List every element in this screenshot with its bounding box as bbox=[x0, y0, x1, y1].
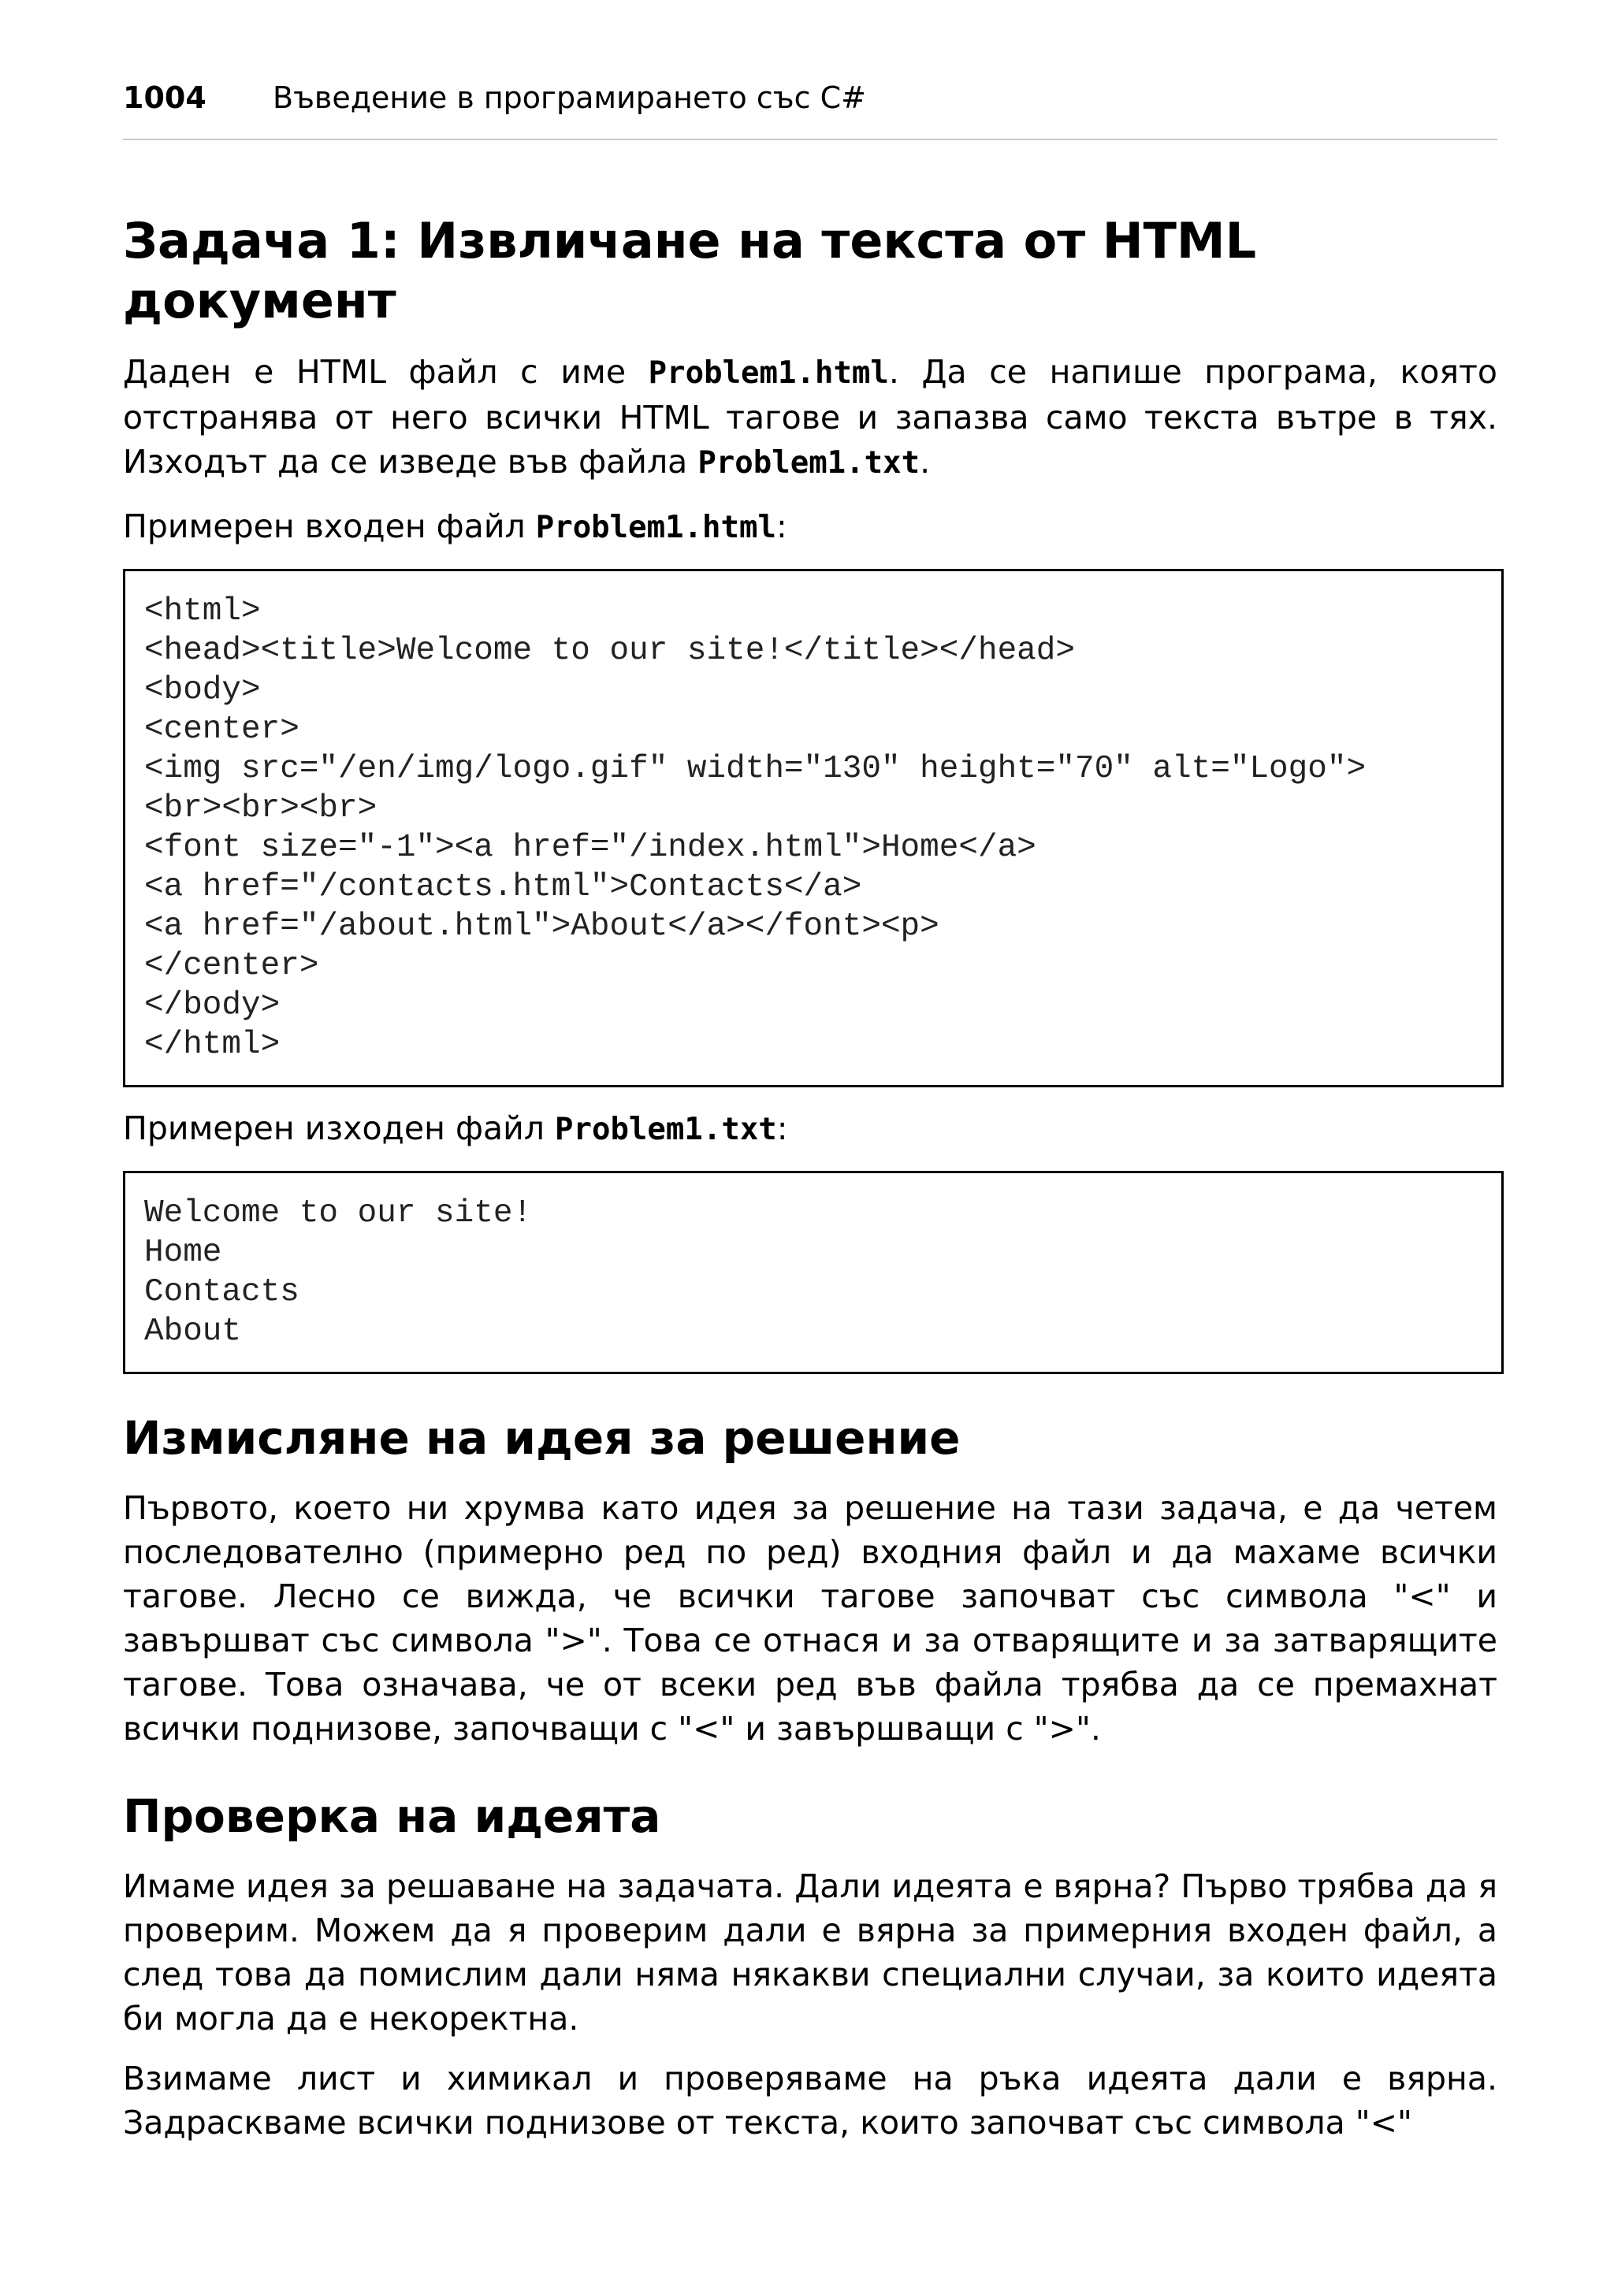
book-title: Въведение в програмирането със C# bbox=[273, 80, 866, 115]
code-line: <body> bbox=[144, 672, 261, 708]
code-line: <html> bbox=[144, 593, 261, 630]
input-label-suffix: : bbox=[775, 507, 787, 545]
input-example-label bbox=[123, 504, 787, 550]
task-description-part: Даден е HTML файл с име bbox=[123, 353, 649, 391]
code-line: <br><br><br> bbox=[144, 790, 377, 827]
section-check-title: Проверка на идеята bbox=[123, 1789, 661, 1843]
section-check-paragraph-2: Взимаме лист и химикал и проверяваме на ръка идеята дали е вярна. Задраскваме всички поднизове от текста, които започват със символа "<" bbox=[123, 2060, 1497, 2142]
page-header bbox=[123, 82, 1497, 113]
input-label-file: Problem1.html bbox=[535, 510, 776, 545]
input-code-box bbox=[123, 569, 1504, 1087]
code-line: </center> bbox=[144, 948, 319, 984]
code-line: Home bbox=[144, 1235, 222, 1271]
output-label-file: Problem1.txt bbox=[555, 1112, 777, 1147]
header-divider bbox=[123, 139, 1497, 140]
code-line: <a href="/contacts.html">Contacts</a> bbox=[144, 869, 862, 905]
task-title: Задача 1: Извличане на текста от HTML документ bbox=[123, 212, 1257, 329]
code-line: <a href="/about.html">About</a></font><p> bbox=[144, 908, 939, 945]
output-example-label bbox=[123, 1106, 788, 1152]
code-line: <font size="-1"><a href="/index.html">Home</a> bbox=[144, 830, 1036, 866]
code-line: <center> bbox=[144, 711, 299, 748]
code-line: Contacts bbox=[144, 1274, 299, 1310]
task-description bbox=[123, 350, 1497, 485]
input-file-name: Problem1.html bbox=[648, 355, 889, 391]
input-label-prefix: Примерен входен файл bbox=[123, 507, 536, 545]
output-file-name: Problem1.txt bbox=[697, 445, 920, 481]
output-code-box bbox=[123, 1171, 1504, 1374]
task-description-part: . Да се напише програма, която отстранява от него всички HTML тагове и запазва само текста вътре в тях. Изходът да се изведе във файла bbox=[123, 353, 1498, 481]
code-line: </html> bbox=[144, 1027, 281, 1063]
task-description-part: . bbox=[920, 443, 931, 481]
code-line: <img src="/en/img/logo.gif" width="130" height="70" alt="Logo"> bbox=[144, 751, 1367, 787]
output-label-prefix: Примерен изходен файл bbox=[123, 1109, 556, 1147]
code-line: <head><title>Welcome to our site!</title></head> bbox=[144, 633, 1075, 669]
code-line: Welcome to our site! bbox=[144, 1195, 533, 1232]
section-idea-text: Първото, което ни хрумва като идея за решение на тази задача, е да четем последователно (примерно ред по ред) входния файл и да махаме всички тагове. Лесно се вижда, че всички тагове започват със символа "<" и завършват със символа ">". Това се отнася и за отварящите и за затварящите тагове. Това означава, че от всеки ред във файла трябва да се премахнат всички поднизове, започващи с "<" и завършващи с ">". bbox=[123, 1489, 1497, 1748]
output-label-suffix: : bbox=[776, 1109, 788, 1147]
page-number: 1004 bbox=[123, 80, 206, 115]
section-idea-title: Измисляне на идея за решение bbox=[123, 1411, 961, 1465]
section-check-paragraph-1: Имаме идея за решаване на задачата. Дали идеята е вярна? Първо трябва да я проверим. Можем да я проверим дали е вярна за примерния входен файл, а след това да помислим дали няма някакви специални случаи, за които идеята би могла да е некоректна. bbox=[123, 1867, 1497, 2038]
code-line: </body> bbox=[144, 987, 281, 1024]
code-line: About bbox=[144, 1313, 242, 1350]
